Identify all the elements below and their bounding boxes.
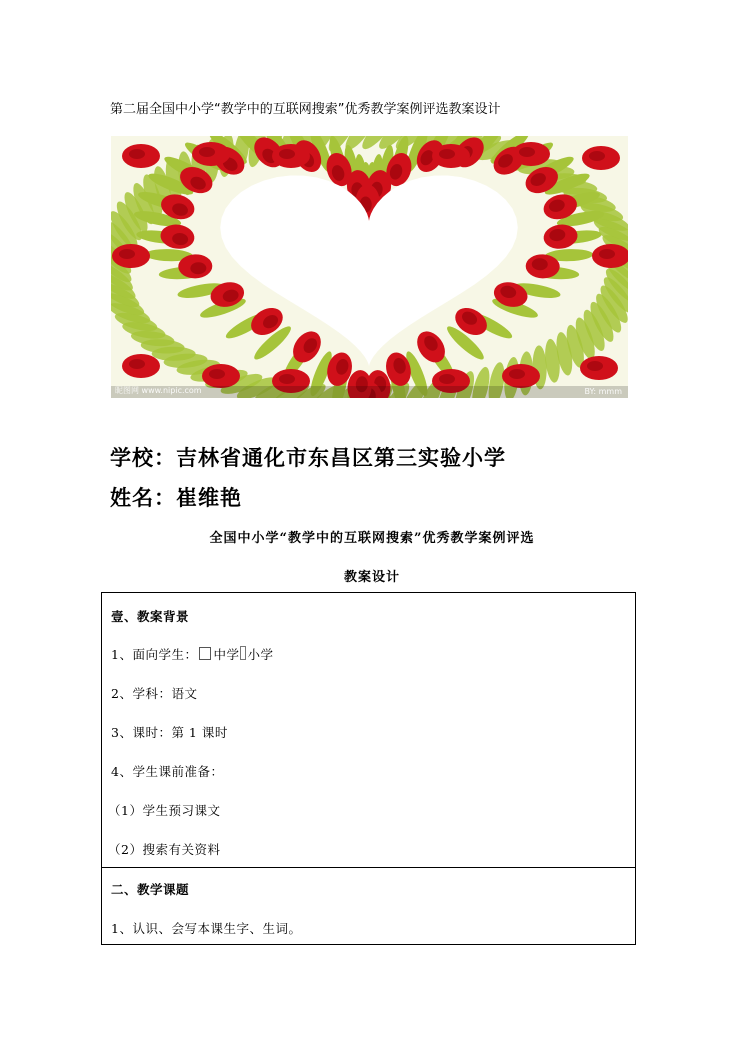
name-line: 姓名：崔维艳: [110, 485, 242, 510]
prep2-line: （2）搜索有关资料: [108, 842, 221, 857]
table-divider: [102, 867, 635, 868]
audience-suffix: 小学: [247, 647, 274, 662]
section1-heading: 壹、教案背景: [111, 609, 190, 624]
checkbox-icon: [199, 647, 211, 660]
audience-prefix: 1、面向学生：: [111, 647, 198, 662]
audience-line: [111, 645, 274, 663]
topic1-line: 1、认识、会写本课生字、生词。: [111, 921, 302, 936]
section2-heading: 二、教学课题: [111, 882, 190, 897]
checkbox-icon-small: [240, 646, 246, 660]
prep1-line: （1）学生预习课文: [108, 803, 221, 818]
lesson-plan-table: [101, 592, 636, 945]
rose-heart-image: [111, 136, 628, 398]
school-line: 学校：吉林省通化市东昌区第三实验小学: [110, 445, 506, 470]
header-title: 第二届全国中小学“教学中的互联网搜索”优秀教学案例评选教案设计: [110, 102, 501, 117]
lesson-line: 3、课时：第 1 课时: [111, 725, 228, 740]
banner-watermark-right: BY: mmm: [584, 387, 622, 396]
audience-middle: 中学: [213, 647, 240, 662]
subject-line: 2、学科：语文: [111, 686, 198, 701]
prep-line: 4、学生课前准备：: [111, 764, 224, 779]
center-title: 全国中小学“教学中的互联网搜索”优秀教学案例评选: [209, 531, 535, 546]
center-subtitle: 教案设计: [343, 570, 400, 585]
banner-watermark-left: 昵图网 www.nipic.com: [115, 386, 202, 395]
rose-heart-banner: [111, 136, 628, 398]
